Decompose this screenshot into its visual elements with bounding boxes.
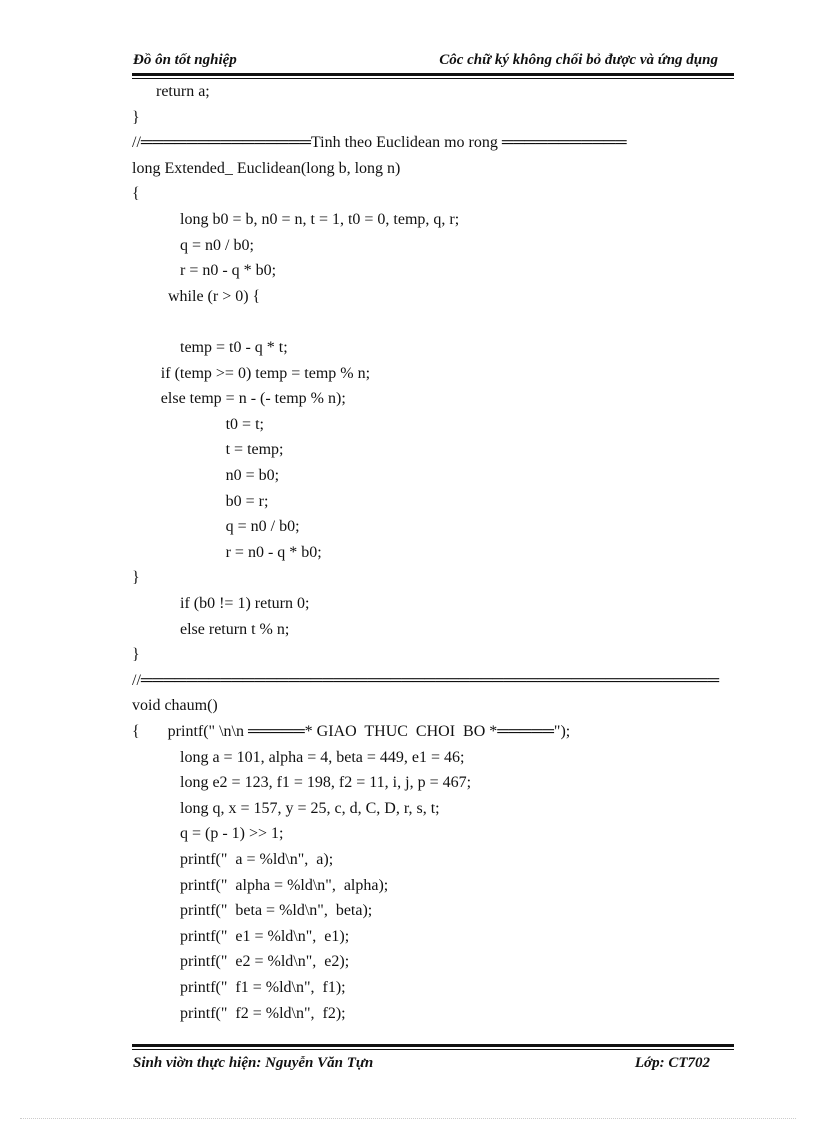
code-line: else temp = n - (- temp % n);: [160, 390, 346, 408]
footer-rule-thin: [132, 1049, 734, 1050]
header-rule-thin: [132, 78, 734, 79]
code-line: q = n0 / b0;: [225, 518, 300, 536]
code-line: //═══════════════Tinh theo Euclidean mo rong ═══════════: [132, 134, 627, 152]
code-line: long a = 101, alpha = 4, beta = 449, e1 = 46;: [180, 748, 465, 766]
code-line: printf(" a = %ld\n", a);: [180, 851, 334, 868]
code-line: n0 = b0;: [225, 467, 280, 484]
code-line: t0 = t;: [225, 415, 264, 433]
code-line: //═══════════════════════════════════════════════════: [132, 671, 720, 689]
code-line: while (r > 0) {: [168, 287, 261, 305]
code-line: }: [132, 569, 140, 587]
footer-author: Sinh viờn thực hiện: Nguyễn Văn Tựn: [133, 1055, 374, 1071]
code-line: b0 = r;: [225, 492, 269, 510]
header-right-title: Côc chữ ký không chối bỏ được và ứng dụng: [439, 52, 718, 68]
code-line: if (b0 != 1) return 0;: [180, 595, 310, 612]
code-line: else return t % n;: [180, 620, 290, 638]
code-line: q = n0 / b0;: [180, 236, 254, 254]
code-line: printf(" e1 = %ld\n", e1);: [180, 927, 350, 945]
code-line: printf(" alpha = %ld\n", alpha);: [180, 876, 389, 894]
code-line: r = n0 - q * b0;: [225, 543, 322, 561]
code-line: printf(" f2 = %ld\n", f2);: [180, 1004, 346, 1022]
code-line: printf(" e2 = %ld\n", e2);: [180, 953, 350, 971]
code-line: long q, x = 157, y = 25, c, d, C, D, r, s, t;: [180, 799, 440, 817]
code-line: }: [132, 646, 140, 664]
code-line: { printf(" \n\n ═════* GIAO THUC CHOI BO *═════");: [132, 723, 571, 740]
code-line: }: [132, 108, 140, 126]
header-rule: [132, 73, 734, 76]
code-line: t = temp;: [225, 441, 284, 459]
code-line: long b0 = b, n0 = n, t = 1, t0 = 0, temp, q, r;: [180, 211, 460, 228]
page-bottom-border: [20, 1118, 796, 1119]
code-line: q = (p - 1) >> 1;: [180, 825, 284, 843]
footer-rule: [132, 1044, 734, 1047]
code-line: {: [132, 185, 140, 203]
code-line: return a;: [156, 83, 210, 100]
code-line: printf(" f1 = %ld\n", f1);: [180, 979, 346, 996]
code-line: long Extended_ Euclidean(long b, long n): [132, 159, 401, 177]
code-line: if (temp >= 0) temp = temp % n;: [160, 364, 371, 382]
header-left-title: Đồ ôn tốt nghiệp: [133, 52, 237, 68]
code-line: long e2 = 123, f1 = 198, f2 = 11, i, j, p = 467;: [180, 774, 472, 792]
code-line: printf(" beta = %ld\n", beta);: [180, 902, 373, 920]
code-line: void chaum(): [132, 697, 218, 715]
code-line: temp = t0 - q * t;: [180, 339, 288, 356]
footer-class: Lớp: CT702: [634, 1055, 710, 1071]
code-line: r = n0 - q * b0;: [180, 262, 277, 280]
